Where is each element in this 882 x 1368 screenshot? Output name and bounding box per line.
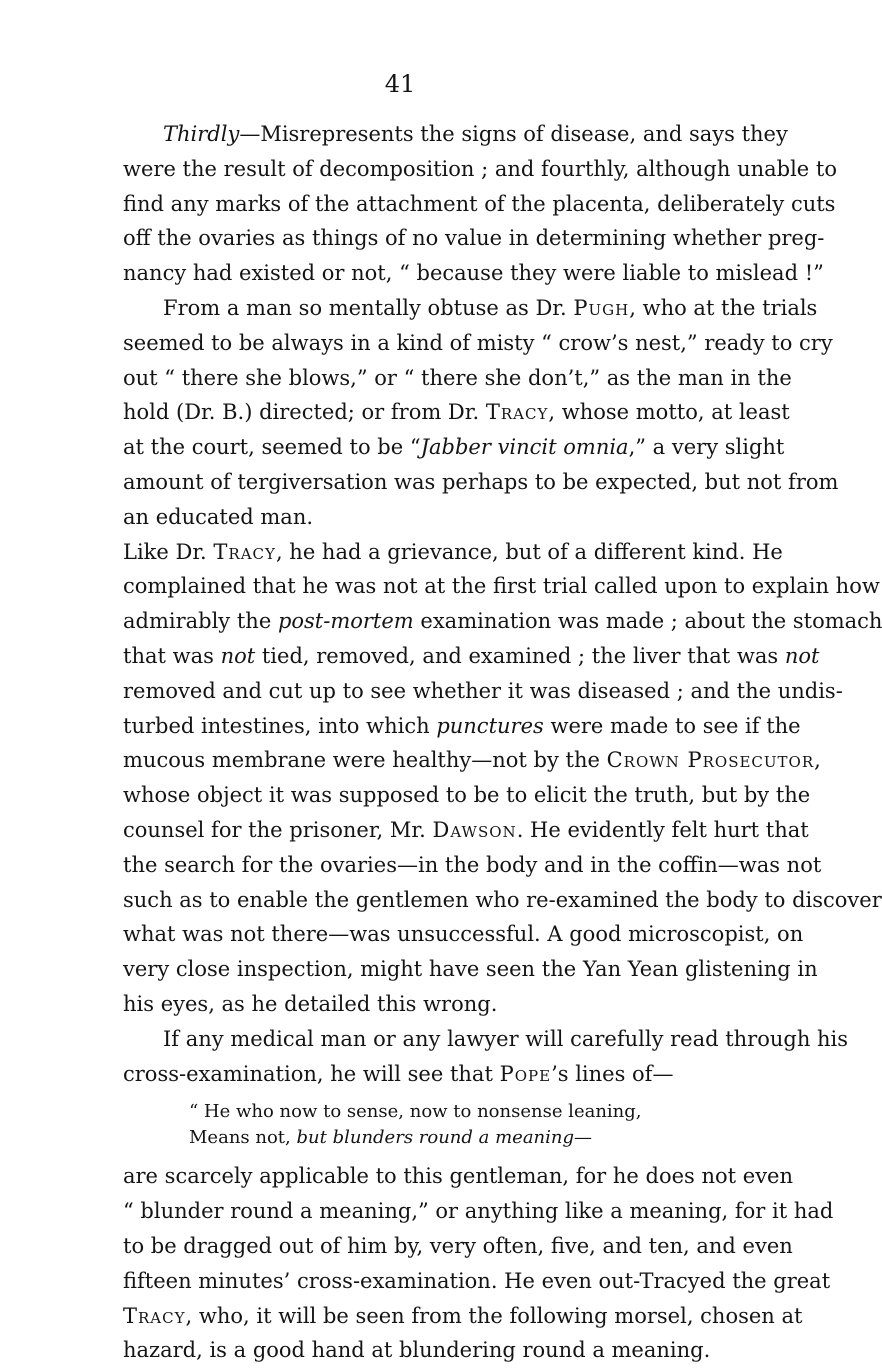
text-line: From a man so mentally obtuse as Dr. Pugh, who at the trials xyxy=(163,295,818,320)
text-line: what was not there—was unsuccessful. A good microscopist, on xyxy=(123,922,804,947)
text-line: complained that he was not at the first trial called upon to explain how xyxy=(123,574,880,599)
text-line: If any medical man or any lawyer will carefully read through his xyxy=(163,1026,849,1051)
text-line: counsel for the prisoner, Mr. Dawson. He evidently felt hurt that xyxy=(123,817,809,842)
text-line: his eyes, as he detailed this wrong. xyxy=(123,991,498,1016)
text-line: out “ there she blows,” or “ there she don’t,” as the man in the xyxy=(123,365,792,390)
page-number: 41 xyxy=(384,70,416,98)
text-line: hazard, is a good hand at blundering round a meaning. xyxy=(123,1338,711,1363)
text-line: off the ovaries as things of no value in determining whether preg- xyxy=(123,226,825,251)
text-line: at the court, seemed to be “Jabber vincit omnia,” a very slight xyxy=(123,435,785,460)
text-line: seemed to be always in a kind of misty “ crow’s nest,” ready to cry xyxy=(123,330,833,355)
text-line: find any marks of the attachment of the placenta, deliberately cuts xyxy=(123,191,836,216)
text-line: Thirdly—Misrepresents the signs of disease, and says they xyxy=(163,122,788,146)
quote-line: Means not, but blunders round a meaning— xyxy=(189,1127,593,1149)
text-line: an educated man. xyxy=(123,504,314,529)
paragraph-grievance xyxy=(123,535,882,1022)
text-line: fifteen minutes’ cross-examination. He even out-Tracyed the great xyxy=(123,1268,831,1293)
text-line: Tracy, who, it will be seen from the following morsel, chosen at xyxy=(123,1303,803,1328)
text-line: removed and cut up to see whether it was diseased ; and the undis- xyxy=(123,678,843,703)
text-line: nancy had existed or not, “ because they were liable to mislead !” xyxy=(123,261,824,286)
text-line: to be dragged out of him by, very often, five, and ten, and even xyxy=(123,1233,793,1258)
paragraph-pope xyxy=(123,1022,849,1092)
text-line: whose object it was supposed to be to elicit the truth, but by the xyxy=(123,783,811,808)
text-line: Like Dr. Tracy, he had a grievance, but of a different kind. He xyxy=(123,539,783,564)
text-line: admirably the post-mortem examination was made ; about the stomach xyxy=(123,609,882,634)
text-line: hold (Dr. B.) directed; or from Dr. Tracy, whose motto, at least xyxy=(123,400,790,425)
text-line: amount of tergiversation was perhaps to be expected, but not from xyxy=(123,469,839,494)
text-line: the search for the ovaries—in the body and in the coffin—was not xyxy=(123,852,822,877)
paragraph-thirdly xyxy=(123,117,837,291)
text-line: cross-examination, he will see that Pope’s lines of— xyxy=(123,1061,674,1086)
text-line: very close inspection, might have seen the Yan Yean glistening in xyxy=(123,957,818,982)
text-line: were the result of decomposition ; and fourthly, although unable to xyxy=(123,156,837,181)
text-line: “ blunder round a meaning,” or anything like a meaning, for it had xyxy=(123,1199,834,1224)
text-line: such as to enable the gentlemen who re-examined the body to discover xyxy=(123,887,882,912)
text-line: mucous membrane were healthy—not by the Crown Prosecutor, xyxy=(123,748,821,773)
paragraph-blunder xyxy=(123,1159,834,1368)
paragraph-pugh xyxy=(123,291,839,535)
text-line: turbed intestines, into which punctures were made to see if the xyxy=(123,713,801,738)
text-line: that was not tied, removed, and examined ; the liver that was not xyxy=(123,643,820,668)
quote-line: “ He who now to sense, now to nonsense leaning, xyxy=(189,1101,642,1123)
body-text xyxy=(123,117,882,1368)
text-line: are scarcely applicable to this gentleman, for he does not even xyxy=(123,1164,794,1189)
block-quote xyxy=(123,1099,766,1151)
